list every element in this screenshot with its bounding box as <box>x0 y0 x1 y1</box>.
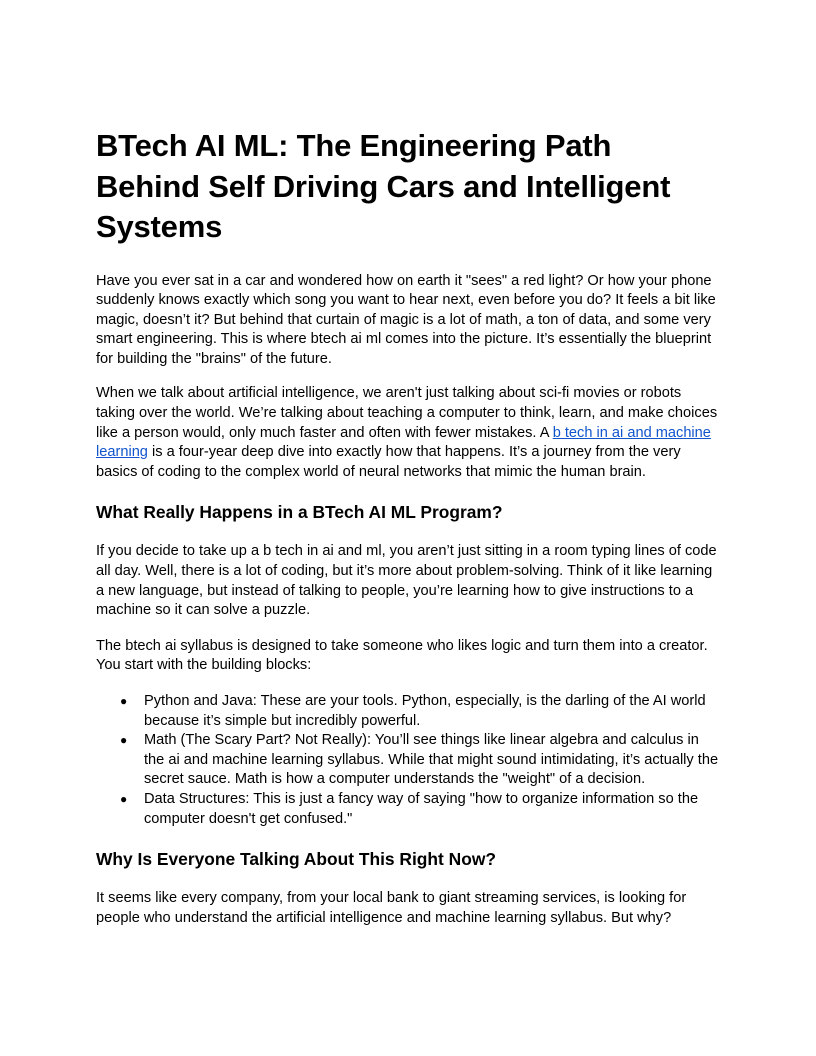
paragraph-why: It seems like every company, from your local bank to giant streaming services, is looking for people who understand the artificial intelligence and machine learning syllabus. But why? <box>96 890 687 926</box>
btech-ai-ml-link[interactable]: b tech in ai and machine learning <box>96 424 711 461</box>
section-heading-program: What Really Happens in a BTech AI ML Program? <box>96 502 503 523</box>
document-body <box>96 126 720 928</box>
paragraph-ai-overview <box>96 384 720 482</box>
paragraph-syllabus: The btech ai syllabus is designed to take someone who likes logic and turn them into a creator. You start with the building blocks: <box>96 637 708 674</box>
section-heading-why: Why Is Everyone Talking About This Right Now? <box>96 849 497 870</box>
paragraph-program: If you decide to take up a b tech in ai and ml, you aren’t just sitting in a room typing lines of code all day. Well, there is a lot of coding, but it’s more about problem-solving. Think of it like learning a new language, but instead of talking to people, you’re learning how to give instructions to a machine so it can solve a puzzle. <box>96 543 717 619</box>
list-item-text: Data Structures: This is just a fancy way of saying "how to organize information so the computer doesn't get confused." <box>144 790 699 827</box>
bullet-icon: ● <box>120 694 128 708</box>
paragraph-text-after-link: is a four-year deep dive into exactly how that happens. It’s a journey from the very basics of coding to the complex world of neural networks that mimic the human brain. <box>96 444 681 480</box>
bullet-icon: ● <box>120 733 128 748</box>
list-item-text: Math (The Scary Part? Not Really): You’ll see things like linear algebra and calculus in the ai and machine learning syllabus. While that might sound intimidating, it’s actually the secret sauce. Math is how a computer understands the "weight" of a decision. <box>144 732 719 788</box>
bullet-icon: ● <box>120 791 128 806</box>
list-item <box>96 790 720 829</box>
list-item-text: Python and Java: These are your tools. Python, especially, is the darling of the AI world because it’s simple but incredibly powerful. <box>144 693 706 729</box>
building-blocks-list <box>96 692 720 829</box>
paragraph-text-before-link: When we talk about artificial intelligence, we aren't just talking about sci-fi movies or robots taking over the world. We’re talking about teaching a computer to think, learn, and make choices like a person would, only much faster and often with fewer mistakes. A <box>96 385 718 441</box>
list-item <box>96 692 720 731</box>
list-item <box>96 731 720 790</box>
intro-paragraph: Have you ever sat in a car and wondered how on earth it "sees" a red light? Or how your phone suddenly knows exactly which song you want to hear next, even before you do? It feels a bit like magic, doesn’t it? But behind that curtain of magic is a lot of math, a ton of data, and some very smart engineering. This is where btech ai ml comes into the picture. It’s essentially the blueprint for building the "brains" of the future. <box>96 272 716 367</box>
page-title: BTech AI ML: The Engineering Path Behind Self Driving Cars and Intelligent Systems <box>96 128 671 244</box>
